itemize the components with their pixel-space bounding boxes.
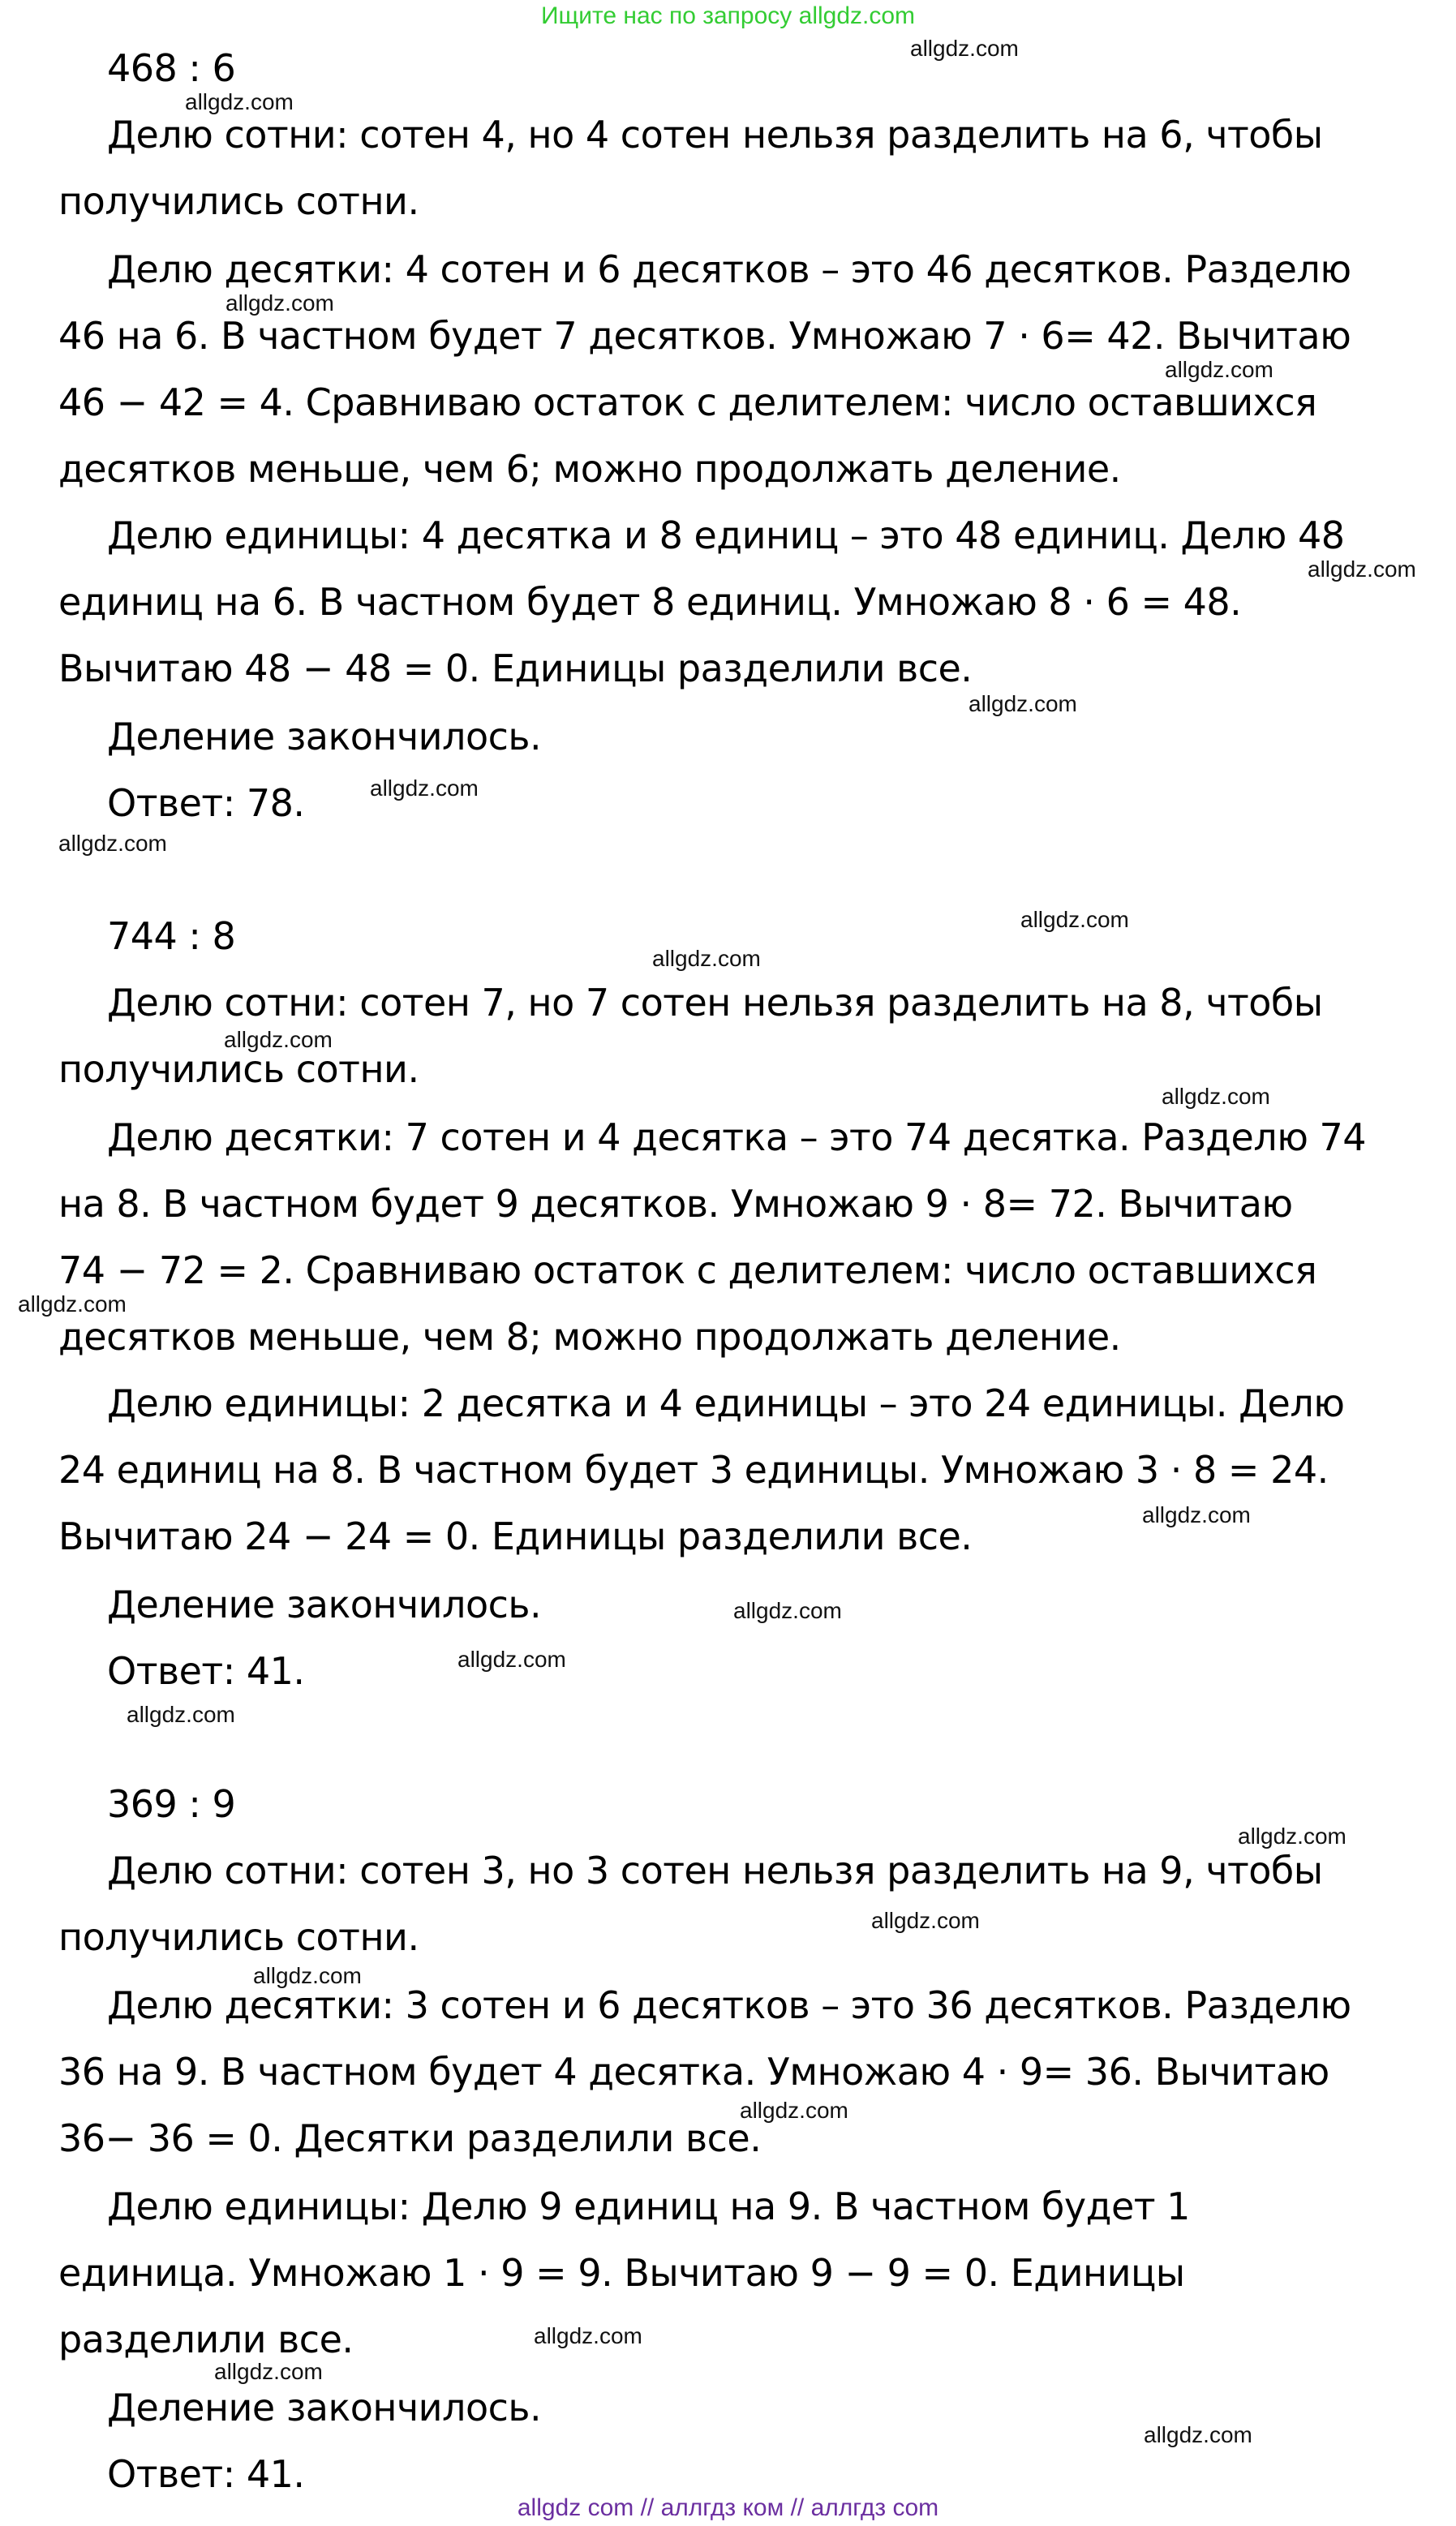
text-line: Делю единицы: 4 десятка и 8 единиц – это 48 единиц. Делю 48 xyxy=(107,513,1345,557)
watermark: allgdz.com xyxy=(1162,1084,1270,1109)
watermark: allgdz.com xyxy=(1238,1824,1346,1849)
site-footer: allgdz com // аллгдз ком // аллгдз com xyxy=(517,2494,939,2521)
problem-title: 369 : 9 xyxy=(107,1782,236,1826)
text-line: разделили все. xyxy=(58,2318,354,2361)
watermark: allgdz.com xyxy=(1308,556,1416,582)
text-line: Делю единицы: Делю 9 единиц на 9. В частном будет 1 xyxy=(107,2184,1190,2228)
text-line: получились сотни. xyxy=(58,1915,419,1959)
watermark: allgdz.com xyxy=(1165,357,1273,382)
text-line: десятков меньше, чем 6; можно продолжать деление. xyxy=(58,447,1121,491)
text-line: Делю сотни: сотен 7, но 7 сотен нельзя разделить на 8, чтобы xyxy=(107,981,1323,1025)
watermark: allgdz.com xyxy=(534,2323,642,2348)
text-line: 36− 36 = 0. Десятки разделили все. xyxy=(58,2116,762,2160)
search-hint-header: Ищите нас по запросу allgdz.com xyxy=(540,2,916,29)
answer-line: Ответ: 78. xyxy=(107,781,305,825)
text-line: десятков меньше, чем 8; можно продолжать деление. xyxy=(58,1315,1121,1359)
text-line: получились сотни. xyxy=(58,1047,419,1091)
text-line: Вычитаю 48 − 48 = 0. Единицы разделили все. xyxy=(58,647,973,690)
text-line: Делю десятки: 4 сотен и 6 десятков – это 46 десятков. Разделю xyxy=(107,247,1351,291)
problem-title: 468 : 6 xyxy=(107,46,236,90)
text-line: 74 − 72 = 2. Сравниваю остаток с делителем: число оставшихся xyxy=(58,1248,1317,1292)
watermark: allgdz.com xyxy=(214,2359,323,2384)
watermark: allgdz.com xyxy=(253,1963,362,1988)
watermark: allgdz.com xyxy=(969,691,1077,716)
answer-line: Ответ: 41. xyxy=(107,1649,305,1693)
watermark: allgdz.com xyxy=(871,1908,980,1933)
text-line: 46 − 42 = 4. Сравниваю остаток с делителем: число оставшихся xyxy=(58,380,1317,424)
watermark: allgdz.com xyxy=(1020,907,1129,932)
answer-line: Ответ: 41. xyxy=(107,2452,305,2496)
watermark: allgdz.com xyxy=(1144,2422,1252,2447)
text-line: Делю десятки: 3 сотен и 6 десятков – это 36 десятков. Разделю xyxy=(107,1983,1351,2027)
text-line: единица. Умножаю 1 · 9 = 9. Вычитаю 9 − 9 = 0. Единицы xyxy=(58,2251,1185,2295)
watermark: allgdz.com xyxy=(733,1598,842,1623)
watermark: allgdz.com xyxy=(225,290,334,316)
text-line: Деление закончилось. xyxy=(107,2386,542,2429)
watermark: allgdz.com xyxy=(457,1647,566,1672)
watermark: allgdz.com xyxy=(58,831,167,856)
watermark: allgdz.com xyxy=(652,946,761,971)
watermark: allgdz.com xyxy=(910,36,1019,61)
text-line: 46 на 6. В частном будет 7 десятков. Умножаю 7 · 6= 42. Вычитаю xyxy=(58,314,1351,358)
watermark: allgdz.com xyxy=(370,775,479,801)
text-line: на 8. В частном будет 9 десятков. Умножаю 9 · 8= 72. Вычитаю xyxy=(58,1182,1293,1226)
text-line: Делю единицы: 2 десятка и 4 единицы – это 24 единицы. Делю xyxy=(107,1381,1345,1425)
watermark: allgdz.com xyxy=(185,89,294,114)
text-line: единиц на 6. В частном будет 8 единиц. Умножаю 8 · 6 = 48. xyxy=(58,580,1242,624)
watermark: allgdz.com xyxy=(224,1027,333,1052)
text-line: Вычитаю 24 − 24 = 0. Единицы разделили все. xyxy=(58,1514,973,1558)
text-line: Деление закончилось. xyxy=(107,1583,542,1626)
watermark: allgdz.com xyxy=(127,1702,235,1727)
text-line: Делю десятки: 7 сотен и 4 десятка – это 74 десятка. Разделю 74 xyxy=(107,1115,1367,1159)
text-line: Делю сотни: сотен 3, но 3 сотен нельзя разделить на 9, чтобы xyxy=(107,1849,1323,1892)
text-line: 24 единиц на 8. В частном будет 3 единицы. Умножаю 3 · 8 = 24. xyxy=(58,1448,1329,1492)
text-line: получились сотни. xyxy=(58,179,419,223)
watermark: allgdz.com xyxy=(1142,1502,1251,1527)
text-line: Деление закончилось. xyxy=(107,715,542,758)
problem-title: 744 : 8 xyxy=(107,914,236,958)
text-line: 36 на 9. В частном будет 4 десятка. Умножаю 4 · 9= 36. Вычитаю xyxy=(58,2050,1329,2094)
watermark: allgdz.com xyxy=(18,1291,127,1317)
watermark: allgdz.com xyxy=(740,2098,848,2123)
text-line: Делю сотни: сотен 4, но 4 сотен нельзя разделить на 6, чтобы xyxy=(107,113,1323,157)
